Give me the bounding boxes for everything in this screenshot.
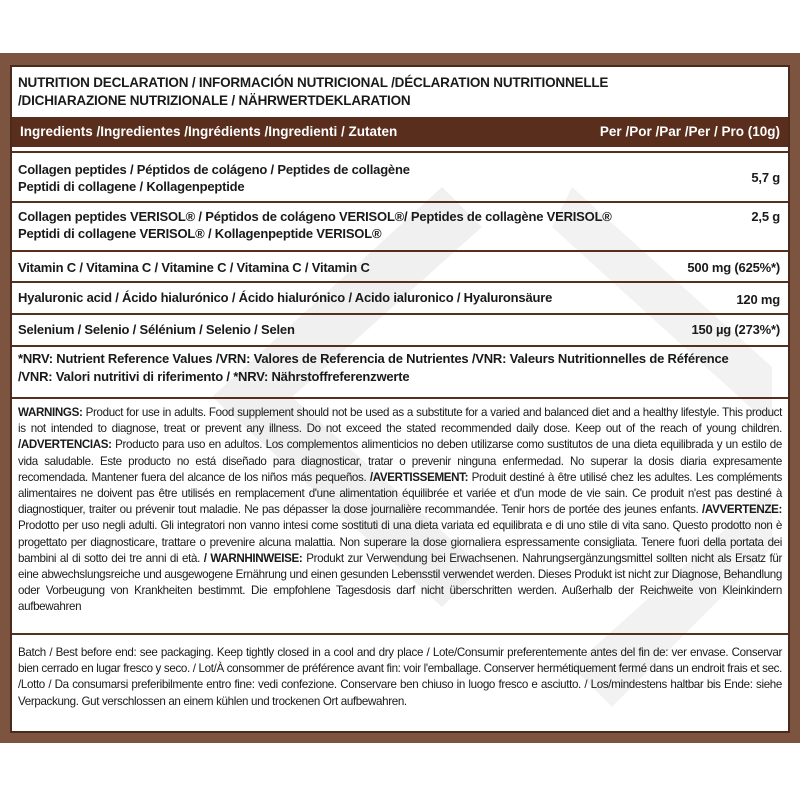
declaration-title-line1: NUTRITION DECLARATION / INFORMACIÓN NUTRICIONAL /DÉCLARATION NUTRITIONNELLE: [18, 75, 609, 90]
warnings-es: Producto para uso en adultos. Los complementos alimenticios no deben utilizarse como sustitutos de una dieta equilibrada y un estilo de vida saludable. Este producto no está diseñado para diagnosticar, tratar o prevenir ninguna enfermedad. No superar la dosis diaria expresamente recomendada. Mantener fuera del alcance de los niños más pequeños.: [18, 438, 782, 484]
ingredient-name-line2: Peptidi di collagene / Kollagenpeptide: [18, 179, 245, 194]
warnings-en: Product for use in adults. Food supplement should not be used as a substitute for a varied and balanced diet and a healthy lifestyle. This product is not intended to diagnose, treat or prevent any illness. Do not exceed the stated recommended daily dose. Keep out of the reach of young children.: [18, 406, 782, 436]
ingredients-header-bar: [12, 117, 788, 147]
warnings-label-es: /ADVERTENCIAS:: [18, 438, 112, 452]
divider: [12, 633, 788, 635]
table-row: [12, 287, 788, 315]
warnings-text: [12, 405, 788, 616]
warnings-label-fr: /AVERTISSEMENT:: [369, 470, 469, 484]
ingredient-name-line2: Peptidi di collagene VERISOL® / Kollagenpeptide VERISOL®: [18, 226, 382, 241]
warnings-label-de: / WARNHINWEISE:: [203, 551, 303, 565]
table-row: [12, 208, 788, 252]
warnings-fr: Produit destiné à être utilisé chez les adultes. Les compléments alimentaires ne doivent pas être utilisés en remplacement d'une alimentation équilibrée et variée et d'un mode de vie sain. Ce produit n'est pas destiné à diagnostiquer, traiter ou prévenir tout maladie. Ne pas dépasser la dose journalière recommandée. Tenir hors de portée des jeunes enfants.: [18, 470, 782, 517]
ingredient-value: 150 µg (273%*): [691, 322, 780, 337]
warnings-label-it: /AVVERTENZE:: [702, 503, 782, 517]
ingredient-name: Hyaluronic acid / Ácido hialurónico / Ácido hialurónico / Acido ialuronico / Hyaluronsäure: [18, 290, 553, 305]
table-row: [12, 319, 788, 347]
warnings-it: Prodotto per uso negli adulti. Gli integratori non vanno intesi come sostituti di una dieta variata ed equilibrata e di uno stile di vita sano. Questo prodotto non è progettato per diagnosticare, trattare o prevenire alcuna malattia. Non superare la dose giornaliera espressamente consigliata. Tenere fuori della portata dei bambini al di sotto dei tre anni di età.: [18, 519, 782, 565]
ingredient-value: 2,5 g: [751, 209, 780, 224]
nrv-line2: /VNR: Valori nutritivi di riferimento / *NRV: Nährstoffreferenzwerte: [18, 369, 410, 384]
storage-text: Batch / Best before end: see packaging. Keep tightly closed in a cool and dry place / Lote/Consumir preferentemente antes del fin de: ver envase. Conservar bien cerrado en lugar fresco y seco. / Lot/À consommer de préférence avant fin: voir l'emballage. Conserver hermétiquement fermé dans un endroit frais et sec. /Lotto / Da consumarsi preferibilmente entro fine: vedi confezione. Conservare ben chiuso in luogo fresco e asciutto. / Los/mindestens haltbar bis Ende: siehe Verpackung. Gut verschlossen an einem kühlen und trockenen Ort aufbewahren.: [18, 646, 782, 708]
ingredient-name: Collagen peptides / Péptidos de colágeno / Peptides de collagène: [18, 162, 410, 177]
warnings-label-en: WARNINGS:: [18, 406, 83, 419]
table-row: [12, 161, 788, 203]
per-label: Per /Por /Par /Per / Pro (10g): [599, 124, 780, 139]
ingredient-name: Collagen peptides VERISOL® / Péptidos de colágeno VERISOL®/ Peptides de collagène VERISOL®: [18, 209, 612, 224]
ingredient-name: Selenium / Selenio / Sélénium / Selenio / Selen: [18, 322, 295, 337]
warnings-de: Produkt zur Verwendung bei Erwachsenen. Nahrungsergänzungsmittel sollten nicht als Ersatz für eine abwechslungsreiche und ausgewogene Ernährung und einen gesunden Lebensstil verwendet werden. Dieses Produkt ist nicht zur Diagnose, Behandlung oder Vorbeugung von Krankheiten bestimmt. Die empfohlene Tagesdosis darf nicht überschritten werden. Außerhalb der Reichweite von Kleinkindern aufbewahren: [18, 551, 782, 614]
divider: [12, 151, 788, 153]
nrv-line1: *NRV: Nutrient Reference Values /VRN: Valores de Referencia de Nutrientes /VNR: Valeurs Nutritionnelles de Référence: [18, 351, 729, 366]
ingredients-label: Ingredients /Ingredientes /Ingrédients /Ingredienti / Zutaten: [20, 124, 398, 139]
ingredient-value: 5,7 g: [751, 170, 780, 185]
declaration-title-line2: /DICHIARAZIONE NUTRIZIONALE / NÄHRWERTDEKLARATION: [18, 93, 411, 108]
ingredient-value: 500 mg (625%*): [687, 260, 780, 275]
nutrition-label: [10, 65, 790, 733]
table-row: [12, 257, 788, 283]
ingredient-name: Vitamin C / Vitamina C / Vitamine C / Vitamina C / Vitamin C: [18, 260, 370, 275]
divider: [12, 397, 788, 399]
ingredient-value: 120 mg: [736, 292, 780, 307]
